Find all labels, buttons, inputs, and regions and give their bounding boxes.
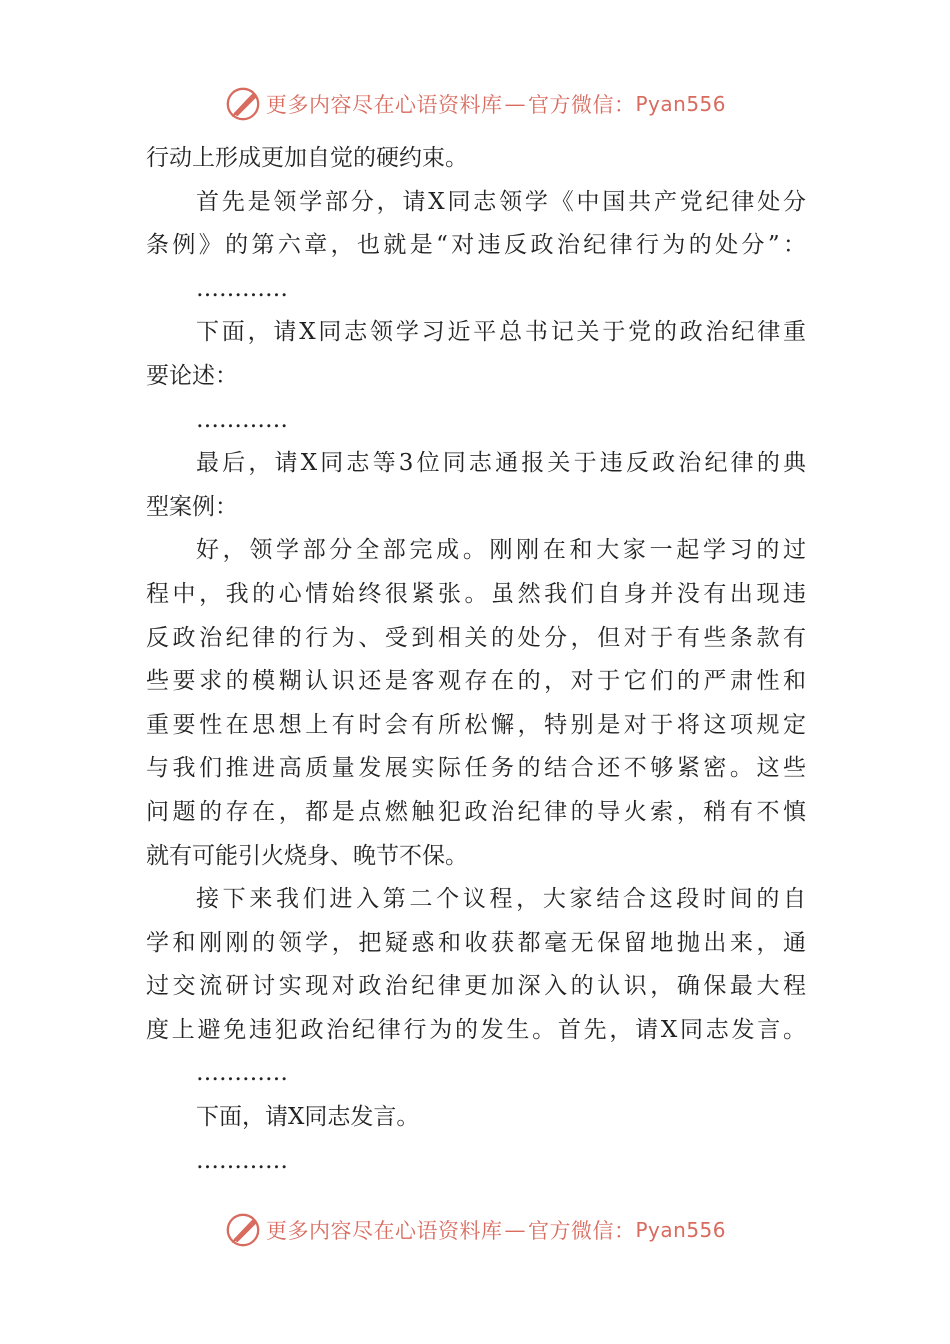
text-line: 过交流研讨实现对政治纪律更加深入的认识，确保最大程 bbox=[146, 973, 806, 1000]
text-line: 下面，请X同志发言。 bbox=[196, 1104, 420, 1131]
text-line: 与我们推进高质量发展实际任务的结合还不够紧密。这些 bbox=[146, 755, 806, 782]
text-line: 最后，请X同志等3位同志通报关于违反政治纪律的典 bbox=[196, 450, 806, 477]
footer-watermark bbox=[0, 1210, 950, 1250]
text-line: 型案例： bbox=[146, 493, 238, 520]
text-line: 接下来我们进入第二个议程，大家结合这段时间的自 bbox=[196, 886, 806, 913]
text-line: ………… bbox=[196, 1147, 288, 1174]
watermark-text: 更多内容尽在心语资料库 bbox=[265, 1219, 503, 1243]
text-line: 要论述： bbox=[146, 362, 238, 389]
watermark-account: Pyan556 bbox=[635, 1218, 726, 1242]
text-line: 条例》的第六章，也就是“对违反政治纪律行为的处分”： bbox=[146, 232, 806, 259]
text-line: 问题的存在，都是点燃触犯政治纪律的导火索，稍有不慎 bbox=[146, 798, 806, 825]
text-line: ………… bbox=[196, 406, 288, 433]
watermark-dash: — bbox=[504, 92, 526, 116]
text-line: 重要性在思想上有时会有所松懈，特别是对于将这项规定 bbox=[146, 711, 806, 738]
watermark-text: 更多内容尽在心语资料库 bbox=[265, 93, 503, 117]
pen-logo-icon bbox=[224, 1211, 262, 1249]
text-line: 些要求的模糊认识还是客观存在的，对于它们的严肃性和 bbox=[146, 668, 806, 695]
text-line: 下面，请X同志领学习近平总书记关于党的政治纪律重 bbox=[196, 319, 806, 346]
text-line: 就有可能引火烧身、晚节不保。 bbox=[146, 842, 468, 869]
pen-logo-icon bbox=[224, 85, 262, 123]
text-line: 度上避免违犯政治纪律行为的发生。首先，请X同志发言。 bbox=[146, 1016, 806, 1043]
text-line: 行动上形成更加自觉的硬约束。 bbox=[146, 145, 468, 171]
watermark-dash: — bbox=[504, 1218, 526, 1242]
watermark-suffix: 官方微信： bbox=[527, 1219, 636, 1243]
text-line: 好，领学部分全部完成。刚刚在和大家一起学习的过 bbox=[196, 537, 806, 564]
watermark-suffix: 官方微信： bbox=[527, 93, 636, 117]
watermark-account: Pyan556 bbox=[635, 92, 726, 116]
text-line: ………… bbox=[196, 1060, 288, 1087]
document-body bbox=[146, 137, 806, 1183]
header-watermark bbox=[0, 84, 950, 124]
text-line: 反政治纪律的行为、受到相关的处分，但对于有些条款有 bbox=[146, 624, 806, 651]
text-line: 首先是领学部分，请X同志领学《中国共产党纪律处分 bbox=[196, 188, 806, 215]
text-line: 程中，我的心情始终很紧张。虽然我们自身并没有出现违 bbox=[146, 580, 806, 607]
text-line: ………… bbox=[196, 275, 288, 302]
text-line: 学和刚刚的领学，把疑惑和收获都毫无保留地抛出来，通 bbox=[146, 929, 806, 956]
